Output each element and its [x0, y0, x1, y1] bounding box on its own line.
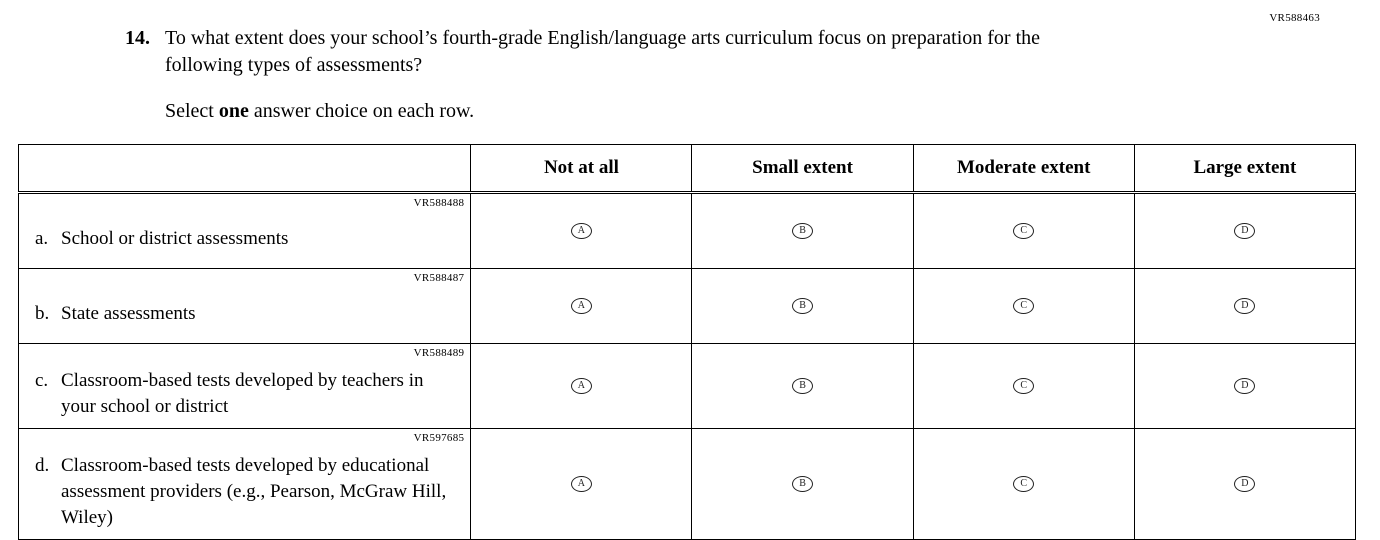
row-variable-code: VR588489 [413, 347, 465, 359]
option-cell-a-moderate-extent[interactable] [913, 193, 1134, 269]
row-label-cell-a [19, 193, 471, 269]
radio-bubble-c[interactable]: C [1013, 223, 1034, 239]
row-letter: a. [35, 228, 49, 249]
response-matrix [18, 144, 1356, 540]
question-variable-code: VR588463 [1269, 12, 1320, 24]
radio-bubble-c[interactable]: C [1013, 298, 1034, 314]
radio-bubble-a[interactable]: A [571, 298, 592, 314]
option-cell-b-small-extent[interactable] [692, 269, 913, 344]
matrix-corner-cell [19, 145, 471, 193]
instruction-suffix: answer choice on each row. [248, 100, 475, 122]
row-label: Classroom-based tests developed by teachers in your school or district [61, 370, 424, 417]
option-cell-b-moderate-extent[interactable] [913, 269, 1134, 344]
row-variable-code: VR588488 [413, 197, 465, 209]
question-text: To what extent does your school’s fourth-grade English/language arts curriculum focus on preparation for the following types of assessments? [165, 27, 1041, 76]
radio-bubble-a[interactable]: A [571, 378, 592, 394]
row-variable-code: VR597685 [413, 432, 465, 444]
option-cell-c-moderate-extent[interactable] [913, 344, 1134, 429]
row-variable-code: VR588487 [413, 272, 465, 284]
option-cell-a-large-extent[interactable] [1134, 193, 1355, 269]
row-letter: c. [35, 370, 49, 391]
radio-bubble-b[interactable]: B [792, 476, 813, 492]
matrix-header-row [19, 145, 1356, 193]
question-number: 14. [125, 27, 150, 49]
radio-bubble-d[interactable]: D [1234, 378, 1255, 394]
radio-bubble-a[interactable]: A [571, 476, 592, 492]
column-header-large-extent: Large extent [1134, 145, 1355, 193]
radio-bubble-d[interactable]: D [1234, 476, 1255, 492]
row-letter: d. [35, 455, 50, 476]
option-cell-a-not-at-all[interactable] [471, 193, 692, 269]
radio-bubble-d[interactable]: D [1234, 298, 1255, 314]
table-row [19, 344, 1356, 429]
radio-bubble-d[interactable]: D [1234, 223, 1255, 239]
instruction-emphasis: one [218, 100, 249, 122]
option-cell-a-small-extent[interactable] [692, 193, 913, 269]
question-block [125, 25, 1185, 125]
column-header-not-at-all: Not at all [471, 145, 692, 193]
radio-bubble-c[interactable]: C [1013, 378, 1034, 394]
row-label-cell-c [19, 344, 471, 429]
option-cell-b-large-extent[interactable] [1134, 269, 1355, 344]
option-cell-c-small-extent[interactable] [692, 344, 913, 429]
option-cell-b-not-at-all[interactable] [471, 269, 692, 344]
row-label: Classroom-based tests developed by educational assessment providers (e.g., Pearson, McGraw Hill, Wiley) [61, 455, 447, 528]
column-header-moderate-extent: Moderate extent [913, 145, 1134, 193]
radio-bubble-c[interactable]: C [1013, 476, 1034, 492]
row-letter: b. [35, 303, 50, 324]
row-label: School or district assessments [61, 228, 289, 249]
radio-bubble-a[interactable]: A [571, 223, 592, 239]
column-header-small-extent: Small extent [692, 145, 913, 193]
radio-bubble-b[interactable]: B [792, 223, 813, 239]
question-instruction [165, 98, 1185, 125]
option-cell-c-large-extent[interactable] [1134, 344, 1355, 429]
row-label: State assessments [61, 303, 196, 324]
radio-bubble-b[interactable]: B [792, 378, 813, 394]
option-cell-c-not-at-all[interactable] [471, 344, 692, 429]
instruction-prefix: Select [165, 100, 219, 122]
row-label-cell-b [19, 269, 471, 344]
table-row [19, 269, 1356, 344]
radio-bubble-b[interactable]: B [792, 298, 813, 314]
table-row [19, 193, 1356, 269]
